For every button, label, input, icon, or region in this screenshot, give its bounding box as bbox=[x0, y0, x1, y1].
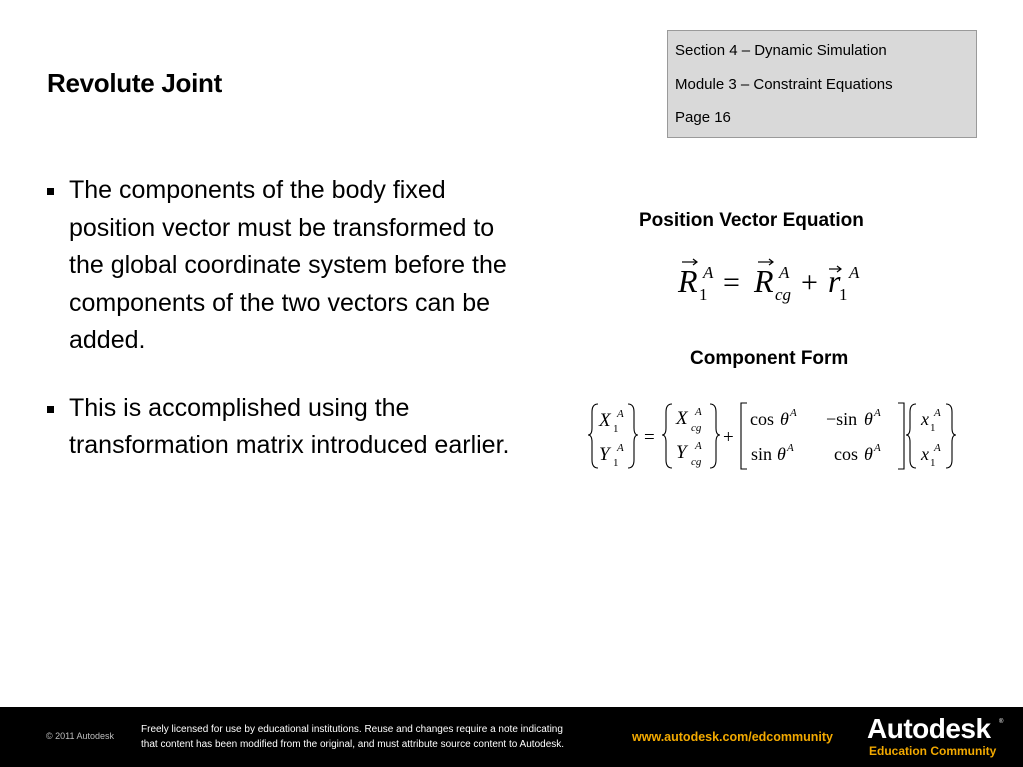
svg-text:cos: cos bbox=[834, 444, 858, 464]
svg-text:1: 1 bbox=[613, 457, 619, 469]
page-label: Page 16 bbox=[675, 109, 731, 126]
license-line: Freely licensed for use by educational institutions. Reuse and changes require a note indicating bbox=[141, 724, 563, 735]
position-vector-heading: Position Vector Equation bbox=[639, 210, 864, 231]
license-text bbox=[141, 722, 621, 752]
svg-text:A: A bbox=[934, 407, 941, 419]
svg-text:−sin: −sin bbox=[826, 409, 858, 429]
svg-text:A: A bbox=[695, 440, 702, 452]
svg-text:=: = bbox=[723, 266, 740, 299]
svg-text:Y: Y bbox=[676, 442, 687, 463]
svg-text:1: 1 bbox=[930, 457, 936, 469]
svg-text:θ: θ bbox=[780, 409, 789, 429]
trademark-icon: ® bbox=[999, 719, 1004, 725]
svg-text:A: A bbox=[849, 263, 860, 282]
svg-text:A: A bbox=[874, 442, 881, 454]
svg-text:A: A bbox=[934, 442, 941, 454]
section-info-box bbox=[667, 30, 977, 138]
svg-text:=: = bbox=[644, 427, 655, 448]
svg-text:Y: Y bbox=[599, 444, 610, 465]
bullet-square-icon bbox=[47, 188, 54, 195]
svg-text:cg: cg bbox=[691, 456, 702, 468]
svg-text:+: + bbox=[801, 266, 818, 299]
section-label: Section 4 – Dynamic Simulation bbox=[675, 42, 887, 59]
component-form-equation bbox=[588, 400, 960, 472]
svg-text:A: A bbox=[874, 407, 881, 419]
component-form-heading: Component Form bbox=[690, 348, 849, 369]
bullet-square-icon bbox=[47, 406, 54, 413]
svg-text:X: X bbox=[676, 408, 688, 429]
svg-text:R: R bbox=[754, 263, 774, 299]
svg-text:A: A bbox=[617, 442, 624, 454]
edcommunity-link[interactable]: www.autodesk.com/edcommunity bbox=[632, 730, 833, 744]
bullet-text: The components of the body fixed position vector must be transformed to the global coordinate system before the components of the two vectors can be added. bbox=[69, 176, 507, 354]
svg-text:1: 1 bbox=[839, 285, 848, 304]
svg-text:θ: θ bbox=[864, 409, 873, 429]
copyright-text: © 2011 Autodesk bbox=[46, 731, 115, 741]
svg-text:x: x bbox=[921, 444, 929, 464]
bullet-item bbox=[46, 172, 526, 360]
svg-text:1: 1 bbox=[613, 423, 619, 435]
svg-text:+: + bbox=[723, 427, 734, 448]
svg-text:1: 1 bbox=[699, 285, 708, 304]
svg-text:A: A bbox=[787, 442, 794, 454]
position-vector-equation bbox=[676, 252, 876, 304]
svg-text:cg: cg bbox=[691, 422, 702, 434]
svg-text:R: R bbox=[678, 263, 698, 299]
svg-text:cg: cg bbox=[775, 285, 792, 304]
svg-text:A: A bbox=[779, 263, 790, 282]
svg-text:A: A bbox=[703, 263, 714, 282]
svg-text:θ: θ bbox=[864, 444, 873, 464]
module-label: Module 3 – Constraint Equations bbox=[675, 75, 893, 93]
svg-text:sin: sin bbox=[751, 444, 773, 464]
svg-text:1: 1 bbox=[930, 422, 936, 434]
svg-text:A: A bbox=[790, 407, 797, 419]
license-line: that content has been modified from the original, and must attribute source content to Autodesk. bbox=[141, 739, 565, 750]
svg-text:A: A bbox=[695, 406, 702, 418]
bullet-list bbox=[46, 172, 526, 495]
svg-text:X: X bbox=[599, 410, 611, 431]
autodesk-logo: Autodesk bbox=[867, 713, 991, 744]
svg-text:x: x bbox=[921, 409, 929, 429]
bullet-text: This is accomplished using the transformation matrix introduced earlier. bbox=[69, 393, 510, 459]
footer-bar bbox=[0, 707, 1023, 767]
svg-text:A: A bbox=[617, 408, 624, 420]
bullet-item bbox=[46, 390, 526, 465]
education-community-label: Education Community bbox=[869, 744, 997, 758]
slide-title: Revolute Joint bbox=[47, 68, 222, 98]
svg-text:θ: θ bbox=[777, 444, 786, 464]
svg-text:cos: cos bbox=[750, 409, 774, 429]
svg-text:r: r bbox=[828, 263, 841, 299]
